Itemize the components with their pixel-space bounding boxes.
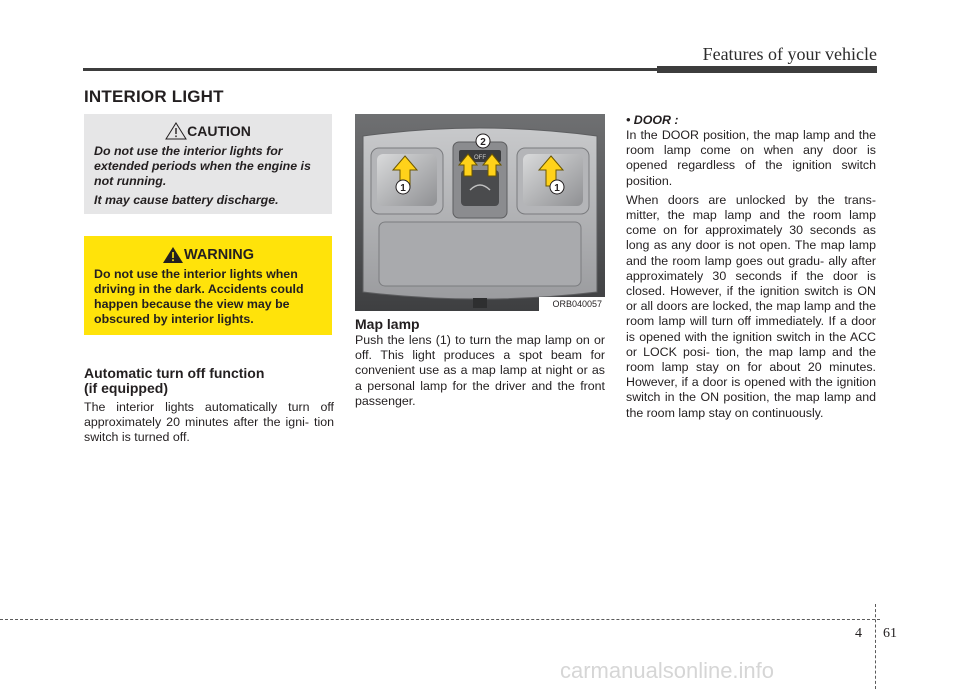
- caution-icon: [165, 122, 187, 140]
- header-tab: [657, 66, 877, 73]
- switch-label: OFF: [474, 155, 486, 161]
- door-paragraph-2: When doors are unlocked by the trans- mitter, the map lamp and the room lamp come on for approximately 30 seconds as long as any door is not open. The map lamp and the room lamp goes out gradu- ally after approximately 30 seconds if the door is closed. However, if the ignition switch is ON or all doors are locked, the map lamp and the room lamp will turn off immediately. If a door is opened with the ignition switch in the ACC or LOCK posi- tion, the map lamp and the room lamp stay on for about 20 minutes. However, if a door is opened with the ignition switch in the ON position, the map lamp and the room lamp stay on continuously.: [626, 192, 876, 420]
- auto-off-text: The interior lights automatically turn off approximately 20 minutes after the igni- tion switch is turned off.: [84, 400, 334, 445]
- map-lamp-illustration: [355, 114, 605, 311]
- header-title: Features of your vehicle: [702, 44, 877, 64]
- section-title: INTERIOR LIGHT: [84, 87, 224, 106]
- callout-1-right: 1: [554, 183, 560, 194]
- watermark: carmanualsonline.info: [560, 658, 775, 683]
- caution-heading: CAUTION: [187, 123, 251, 139]
- map-lamp-text: Push the lens (1) to turn the map lamp on or off. This light produces a spot beam for convenient use as a map lamp at night or as a personal lamp for the driver and the front passenger.: [355, 333, 605, 408]
- footer-divider: [875, 604, 876, 689]
- figure-code: ORB040057: [552, 299, 602, 309]
- auto-off-heading-line1: Automatic turn off function: [84, 365, 265, 381]
- map-lamp-figure: [355, 114, 605, 311]
- auto-off-heading: [84, 366, 334, 396]
- warning-text: Do not use the interior lights when driving in the dark. Accidents could happen because the view may be obscured by interior lights.: [94, 267, 304, 326]
- caution-box: [84, 114, 332, 214]
- page-section-number: 4: [855, 626, 862, 641]
- map-lamp-heading: Map lamp: [355, 316, 420, 332]
- caution-text-2: It may cause battery discharge.: [94, 193, 279, 207]
- page-number: 61: [883, 626, 897, 641]
- caution-heading-row: [94, 122, 322, 140]
- auto-off-heading-line2: (if equipped): [84, 380, 168, 396]
- warning-heading-row: [94, 246, 322, 264]
- door-text: [626, 128, 876, 425]
- caution-text-1: Do not use the interior lights for extended periods when the engine is not running.: [94, 144, 311, 188]
- callout-1-left: 1: [400, 183, 406, 194]
- warning-heading: WARNING: [183, 247, 255, 263]
- door-label: • DOOR :: [626, 113, 679, 127]
- warning-box: [84, 236, 332, 335]
- footer-rule: [0, 619, 880, 620]
- door-paragraph-1: In the DOOR position, the map lamp and the room lamp come on when any door is opened regardless of the ignition switch position.: [626, 128, 876, 188]
- warning-icon: [162, 246, 184, 264]
- callout-2: 2: [480, 137, 486, 148]
